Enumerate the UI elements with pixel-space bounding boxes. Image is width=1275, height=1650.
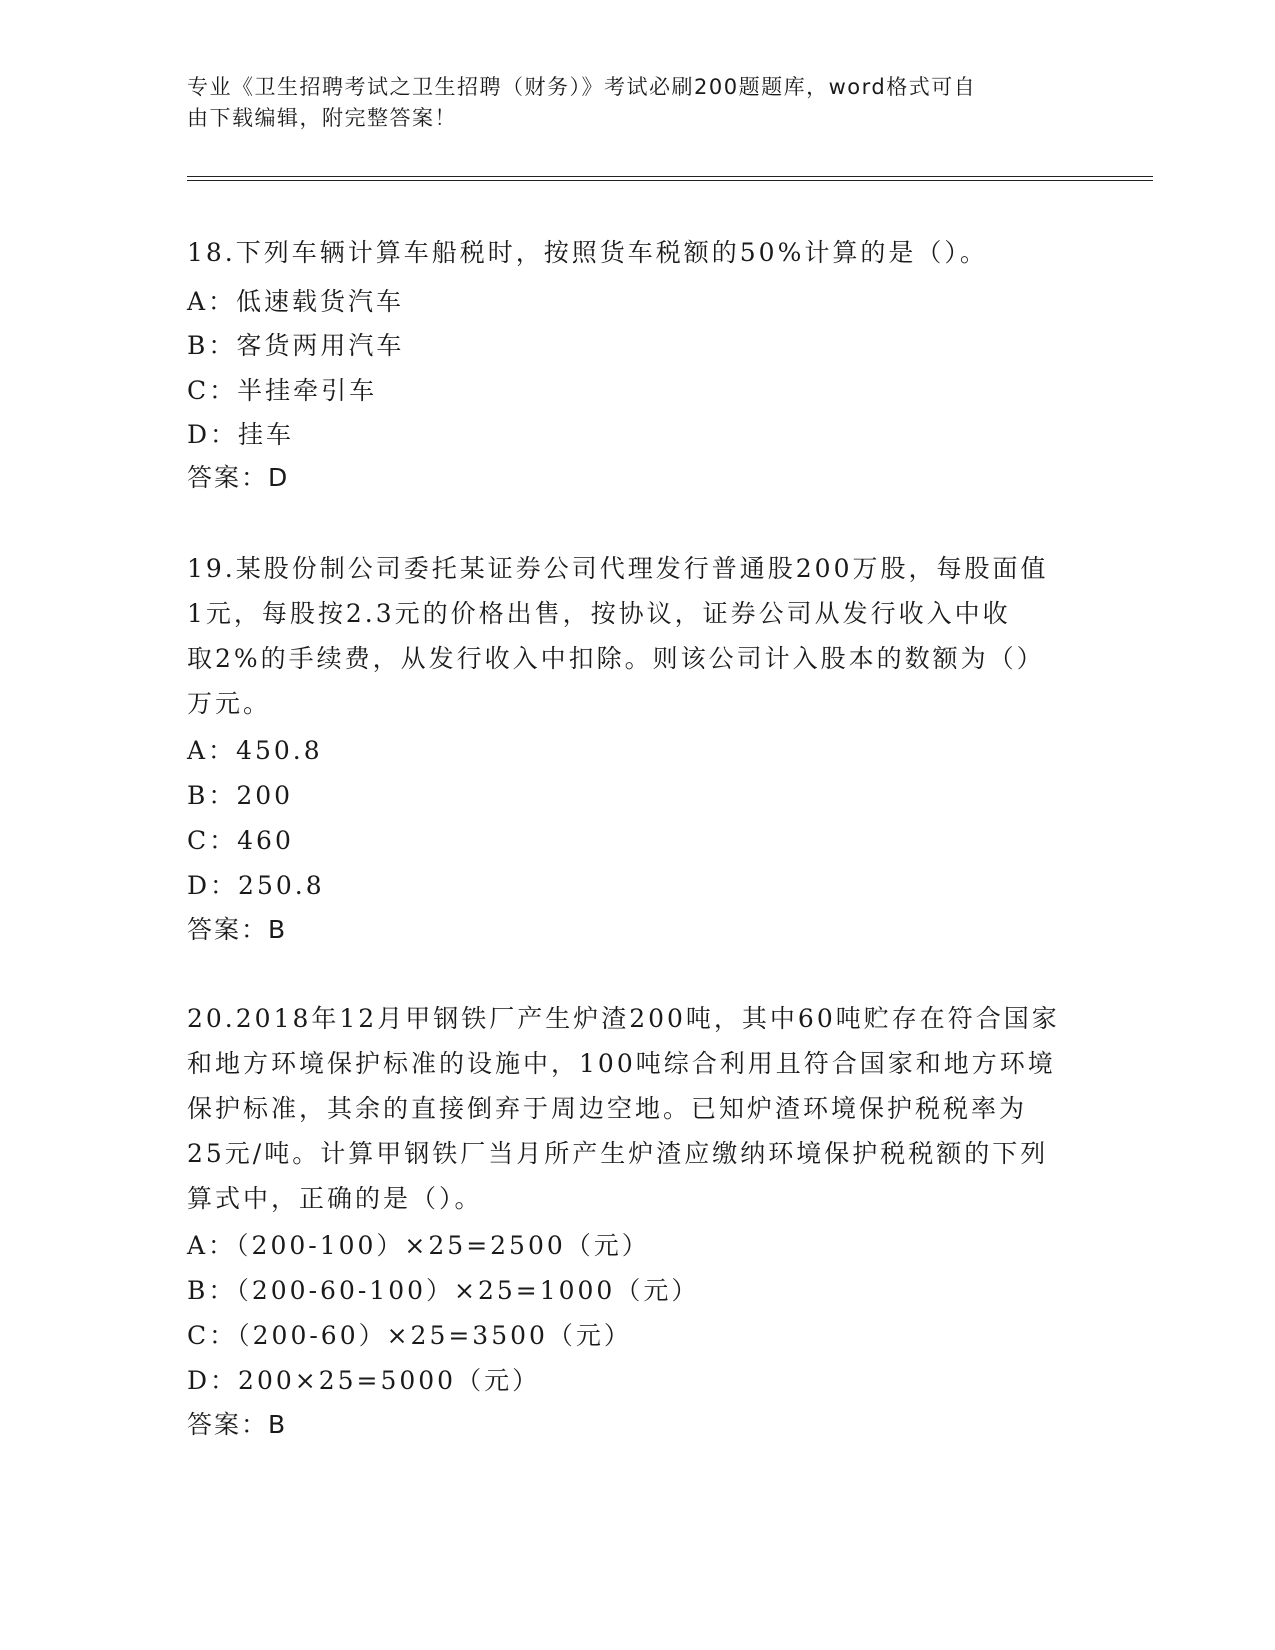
question-text: 万元。	[187, 689, 272, 718]
question-text: 25元/吨。计算甲钢铁厂当月所产生炉渣应缴纳环境保护税税额的下列	[187, 1139, 1049, 1168]
question-text: 18.下列车辆计算车船税时，按照货车税额的50%计算的是（）。	[187, 238, 988, 267]
question-text: 保护标准，其余的直接倒弃于周边空地。已知炉渣环境保护税税率为	[187, 1094, 1028, 1123]
question-text: 1元，每股按2.3元的价格出售，按协议，证券公司从发行收入中收	[187, 599, 1011, 628]
header-line: 专业《卫生招聘考试之卫生招聘（财务）》考试必刷200题题库，word格式可自	[187, 75, 977, 99]
option-c: C：（200-60）×25=3500（元）	[187, 1321, 632, 1350]
option-a: A：450.8	[187, 736, 323, 765]
option-a: A：低速载货汽车	[187, 287, 405, 316]
page-header	[187, 72, 1067, 134]
answer: 答案：B	[187, 1410, 288, 1439]
question-text: 算式中，正确的是（）。	[187, 1184, 483, 1213]
question-text: 和地方环境保护标准的设施中，100吨综合利用且符合国家和地方环境	[187, 1049, 1056, 1078]
option-b: B：200	[187, 781, 294, 810]
option-a: A：（200-100）×25=2500（元）	[187, 1231, 650, 1260]
answer: 答案：D	[187, 463, 290, 492]
option-d: D：挂车	[187, 420, 295, 449]
option-d: D：200×25=5000（元）	[187, 1366, 541, 1395]
header-line: 由下载编辑，附完整答案！	[187, 106, 457, 130]
question-text: 取2%的手续费，从发行收入中扣除。则该公司计入股本的数额为（）	[187, 644, 1045, 673]
option-d: D：250.8	[187, 871, 325, 900]
option-c: C：460	[187, 826, 294, 855]
option-c: C：半挂牵引车	[187, 376, 378, 405]
option-b: B：（200-60-100）×25=1000（元）	[187, 1276, 700, 1305]
question-text: 19.某股份制公司委托某证券公司代理发行普通股200万股，每股面值	[187, 554, 1049, 583]
question-text: 20.2018年12月甲钢铁厂产生炉渣200吨，其中60吨贮存在符合国家	[187, 1004, 1060, 1033]
answer: 答案：B	[187, 915, 288, 944]
header-divider	[187, 176, 1153, 181]
option-b: B：客货两用汽车	[187, 331, 405, 360]
